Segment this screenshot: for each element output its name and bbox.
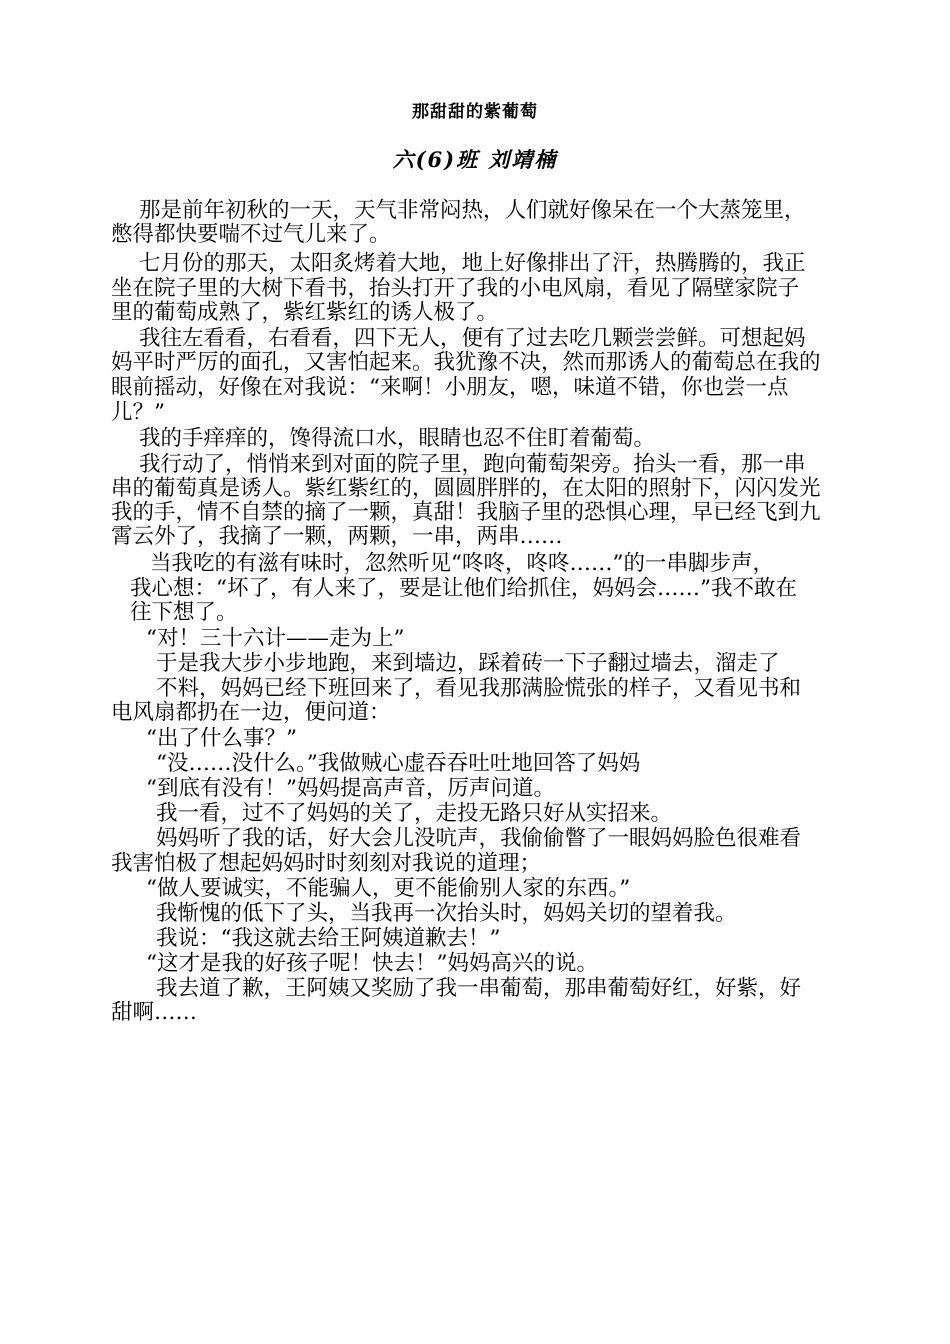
text-line: 儿？” <box>111 400 165 425</box>
text-line: 我往左看看，右看看，四下无人，便有了过去吃几颗尝尝鲜。可想起妈 <box>139 326 806 351</box>
text-line: 串的葡萄真是诱人。紫红紫红的，圆圆胖胖的，在太阳的照射下，闪闪发光 <box>111 476 821 501</box>
text-line: 往下想了。 <box>130 600 238 625</box>
text-line: 霄云外了，我摘了一颗，两颗，一串，两串…… <box>111 524 563 549</box>
text-line: 我一看，过不了妈妈的关了，走投无路只好从实招来。 <box>156 801 673 826</box>
text-line: “出了什么事？” <box>146 726 297 751</box>
text-line: 里的葡萄成熟了，紫红紫红的诱人极了。 <box>111 300 499 325</box>
text-line: 我心想：“坏了，有人来了，要是让他们给抓住，妈妈会……”我不敢在 <box>130 576 797 601</box>
text-line: 我的手，情不自禁的摘了一颗，真甜！我脑子里的恐惧心理，早已经飞到九 <box>111 500 821 525</box>
text-line: 眼前摇动，好像在对我说：“来啊！小朋友，嗯，味道不错，你也尝一点 <box>111 375 789 400</box>
text-line: “到底有没有！”妈妈提高声音，厉声问道。 <box>146 776 555 801</box>
text-line: “这才是我的好孩子呢！快去！”妈妈高兴的说。 <box>146 951 598 976</box>
text-line: 我的手痒痒的，馋得流口水，眼睛也忍不住盯着葡萄。 <box>139 426 656 451</box>
text-line: 我去道了歉，王阿姨又奖励了我一串葡萄，那串葡萄好红，好紫，好 <box>156 976 802 1001</box>
text-line: “做人要诚实，不能骗人，更不能偷别人家的东西。” <box>146 876 631 901</box>
text-line: 妈妈听了我的话，好大会儿没吭声，我偷偷瞥了一眼妈妈脸色很难看 <box>156 826 802 851</box>
text-line: 憋得都快要喘不过气儿来了。 <box>111 222 391 247</box>
page-title: 那甜甜的紫葡萄 <box>412 102 538 122</box>
text-line: 我说：“我这就去给王阿姨道歉去！” <box>156 926 501 951</box>
text-line: 甜啊…… <box>111 1000 198 1025</box>
text-line: 我惭愧的低下了头，当我再一次抬头时，妈妈关切的望着我。 <box>156 901 737 926</box>
text-line: 于是我大步小步地跑，来到墙边，踩着砖一下子翻过墙去，溜走了 <box>156 651 780 676</box>
text-line: 那是前年初秋的一天，天气非常闷热，人们就好像呆在一个大蒸笼里， <box>139 198 806 223</box>
text-line: 妈平时严厉的面孔，又害怕起来。我犹豫不决，然而那诱人的葡萄总在我的 <box>111 350 821 375</box>
text-line: “没……没什么。”我做贼心虚吞吞吐吐地回答了妈妈 <box>156 751 641 776</box>
byline: 六(6)班 刘靖楠 <box>392 147 558 172</box>
text-line: 当我吃的有滋有味时，忽然听见“咚咚，咚咚……”的一串脚步声， <box>150 551 774 576</box>
text-line: 我行动了，悄悄来到对面的院子里，跑向葡萄架旁。抬头一看，那一串 <box>139 452 806 477</box>
text-line: “对！三十六计——走为上” <box>146 626 405 651</box>
text-line: 坐在院子里的大树下看书，抬头打开了我的小电风扇，看见了隔壁家院子 <box>111 276 800 301</box>
text-line: 不料，妈妈已经下班回来了，看见我那满脸慌张的样子，又看见书和 <box>156 676 802 701</box>
text-line: 我害怕极了想起妈妈时时刻刻对我说的道理； <box>111 851 542 876</box>
text-line: 电风扇都扔在一边，便问道： <box>111 700 391 725</box>
text-line: 七月份的那天，太阳炙烤着大地，地上好像排出了汗，热腾腾的，我正 <box>139 251 806 276</box>
